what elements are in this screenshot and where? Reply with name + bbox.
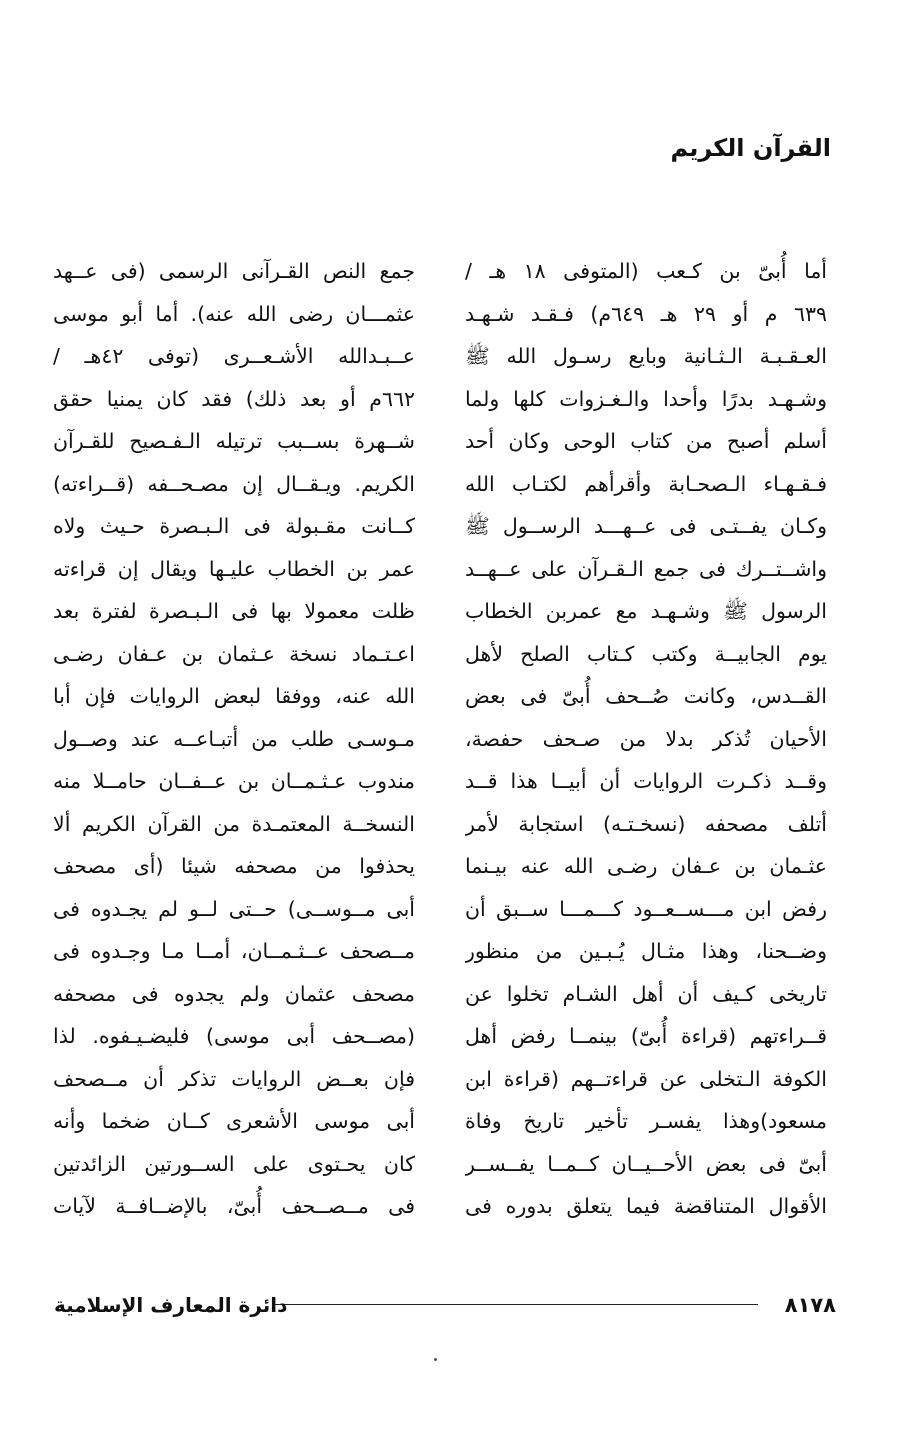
text-line: أما أُبىّ بن كـعب (المتوفى ١٨ هـ / — [465, 259, 827, 283]
text-line: كــانت مقـبولة فى الـبـصرة حـيث ولاه — [53, 514, 415, 538]
text-line: تاريخى كـيف أن أهل الشـام تخلوا عن — [465, 981, 827, 1006]
page-footer — [54, 1285, 836, 1325]
text-line: الله عنه، ووفقا لبعض الروايات فإن أبا — [53, 684, 415, 708]
text-line: جمع النص القـرآنى الرسمى (فى عــهد — [53, 259, 415, 283]
publication-title: دائرة المعارف الإسلامية — [54, 1293, 288, 1317]
text-line: الأقوال المتناقضة فيما يتعلق بدوره فى — [465, 1194, 827, 1218]
text-line: يوم الجابيــة وكتب كـتاب الصلح لأهل — [465, 641, 827, 666]
text-line: أسلم أصبح من كتاب الوحى وكان أحد — [465, 429, 827, 453]
text-line: الرسول ﷺ وشـهـد مع عمربن الخطاب — [465, 599, 827, 623]
text-line: عثـمان بن عـفان رضـى الله عنه بيـنما — [465, 854, 827, 878]
text-line: الكوفة الـتخلى عن قراءتــهم (قراءة ابن — [465, 1066, 827, 1091]
text-line: ٦٦٢م أو بعد ذلك) فقد كان يمنيا حقق — [53, 386, 415, 411]
text-line: وشـهـد بدرًا وأحدا والـغـزوات كلها ولما — [465, 386, 827, 411]
left-text-column — [53, 250, 415, 1228]
text-line: وضــحنا، وهذا مثـال يُـبـين من منظور — [465, 939, 827, 963]
text-line: رفض ابن مـــســعــود كـــمـــا ســبق أن — [465, 896, 827, 921]
scan-speck — [434, 1358, 437, 1361]
right-text-column — [465, 250, 827, 1228]
text-line: كان يحـتوى على الســورتين الزائدتين — [53, 1151, 415, 1176]
text-line: اعـتـماد نسخة عـثمان بن عـفان رضـى — [53, 641, 415, 666]
text-line: قــراءتهم (قراءة أُبىّ) بينمــا رفض أهل — [465, 1024, 827, 1048]
text-line: شــهرة بســبب ترتيله الـفـصيح للقـرآن — [53, 429, 415, 453]
text-line: فإن بعــض الروايات تذكر أن مــصحف — [53, 1066, 415, 1091]
text-line: وقــد ذكـرت الروايات أن أبيــا هذا قــد — [465, 769, 827, 793]
text-line: أبى مــوســى) حــتى لــو لم يجـدوه فى — [53, 896, 415, 921]
text-line: الكريم. ويـقــال إن مصـحــفه (قــراءته) — [53, 471, 415, 496]
text-line: أبىّ فى بعض الأحــيــان كــمــا يفــســر — [465, 1151, 827, 1176]
page-number: ٨١٧٨ — [784, 1293, 836, 1317]
text-line: القــدس، وكانت صُــحف أُبىّ فى بعض — [465, 684, 827, 708]
text-line: أتلف مصحفه (نسخـتـه) استجابة لأمر — [465, 811, 827, 836]
text-line: ٦٣٩ م أو ٢٩ هـ ٦٤٩م) فـقـد شـهـد — [465, 301, 827, 326]
text-line: أبى موسى الأشعرى كــان ضخما وأنه — [53, 1109, 415, 1133]
text-line: الأحيان تُذكر بدلا من صـحف حفصة، — [465, 726, 827, 751]
text-line: واشــتــرك فى جمع الـقـرآن على عــهــد — [465, 556, 827, 581]
text-line: مـوسـى طلب من أتبـاعــه عند وصــول — [53, 726, 415, 751]
text-line: العـقـبـة الـثـانية وبايع رسـول الله ﷺ — [465, 344, 827, 368]
text-line: فى مــصــحف أُبىّ، بالإضــافــة لآيات — [53, 1194, 415, 1218]
running-header-title: القرآن الكريم — [670, 134, 831, 162]
text-line: ظلت معمولا بها فى الـبـصرة لفترة بعد — [53, 599, 415, 623]
text-line: عــبـدالله الأشـعــرى (توفى ٤٢هـ / — [53, 344, 415, 368]
text-line: وكـان يفــتـى فى عــهـــد الرســول ﷺ — [465, 514, 827, 538]
text-line: مصحف عثمان ولم يجدوه فى مصحفه — [53, 981, 415, 1006]
footer-rule-divider — [274, 1304, 758, 1305]
text-line: مندوب عـثـمــان بن عــفــان حامــلا منه — [53, 769, 415, 793]
text-line: (مصــحف أبى موسى) فليضـيـفوه. لذا — [53, 1024, 415, 1048]
text-line: عثمـــان رضى الله عنه). أما أبو موسى — [53, 301, 415, 326]
text-line: يحذفوا من مصحفه شيئا (أى مصحف — [53, 854, 415, 878]
text-line: مــصحف عــثـمــان، أمــا مـا وجـدوه فى — [53, 939, 415, 963]
text-line: عمر بن الخطاب عليـها ويقال إن قراءته — [53, 556, 415, 581]
text-line: النسخــة المعتمـدة من القرآن الكريم ألا — [53, 811, 415, 836]
text-line: مسعود)وهذا يفسـر تأخير تاريخ وفاة — [465, 1109, 827, 1133]
text-line: فـقـهـاء الـصحـابة وأقرأهم لكتـاب الله — [465, 471, 827, 496]
